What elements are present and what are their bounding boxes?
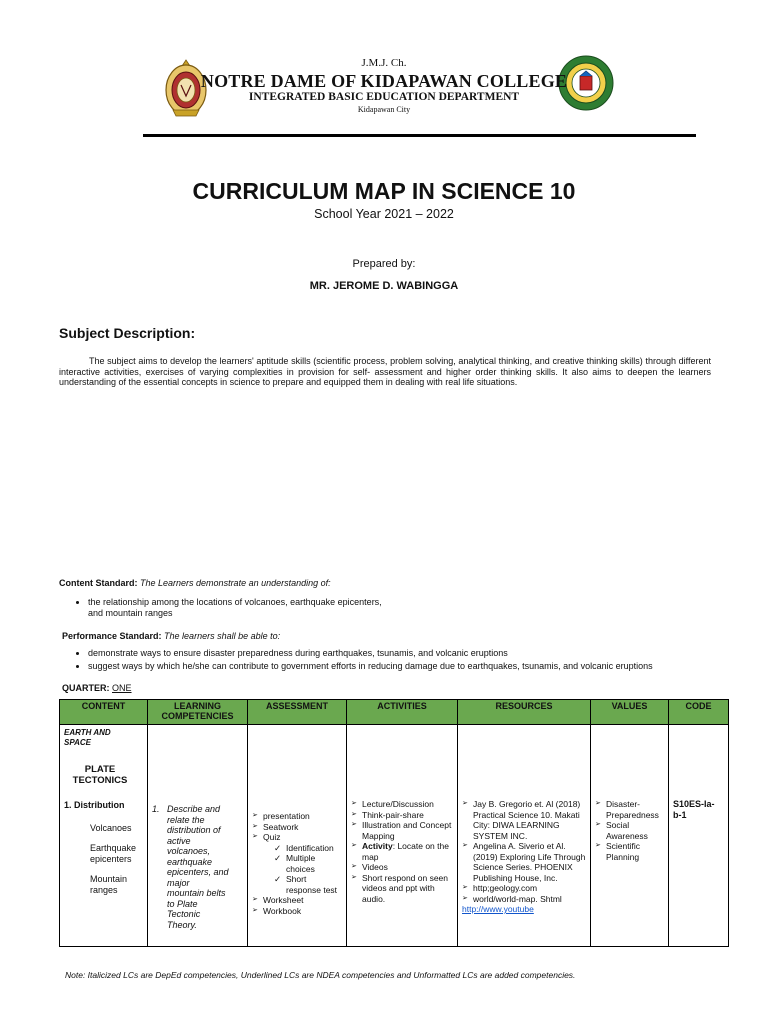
table-header-row xyxy=(60,700,729,725)
subject-description-heading: Subject Description: xyxy=(59,325,196,341)
quarter-label: QUARTER: xyxy=(62,683,110,693)
column-header: ACTIVITIES xyxy=(347,700,458,725)
content-standard-list xyxy=(59,597,728,619)
assessment-list xyxy=(252,811,342,843)
youtube-link[interactable]: http://www.youtube xyxy=(462,904,534,914)
content-subtopic: 1. Distribution xyxy=(64,800,125,810)
resources-cell xyxy=(458,725,591,947)
header-rule xyxy=(143,134,696,137)
column-header: LEARNING COMPETENCIES xyxy=(148,700,248,725)
list-item: Earthquake epicenters xyxy=(90,842,137,864)
list-item: • the relationship among the locations of volcanoes, earthquake epicenters, and mountain ranges xyxy=(88,597,388,619)
list-item: ➢ Worksheet xyxy=(252,895,342,906)
content-cell xyxy=(60,725,148,947)
competency-cell xyxy=(148,725,248,947)
column-header: CONTENT xyxy=(60,700,148,725)
column-header: VALUES xyxy=(591,700,669,725)
list-item: ➢ Seatwork xyxy=(252,822,342,833)
prepared-by-label: Prepared by: xyxy=(352,258,416,270)
list-item: ➢ presentation xyxy=(252,811,342,822)
quarter-value: ONE xyxy=(112,683,132,693)
list-item: ✓ Short response test xyxy=(274,874,342,895)
curriculum-table xyxy=(59,699,729,947)
list-item: ➢ Illustration and Concept Mapping xyxy=(351,820,453,841)
content-topic: PLATE TECTONICS xyxy=(72,764,128,786)
list-item: ➢ Lecture/Discussion xyxy=(351,799,453,810)
subject-description-text: The subject aims to develop the learners' aptitude skills (scientific process, problem solving, analytical thinking, and creative thinking skills) through different interactive activities, exercises of varying complexities in provision for self- assessment and higher order thinking skills. It also aims to deepen the learners understanding of the essential concepts in science to prepare and equipped them in dealing with real life situations. xyxy=(59,356,711,387)
activity-label: Activity xyxy=(362,841,393,851)
resources-list xyxy=(462,799,586,904)
values-list xyxy=(595,799,664,862)
list-item: ➢ Angelina A. Siverio et Al. (2019) Exploring Life Through Science Series. PHOENIX Publishing House, Inc. xyxy=(462,841,586,883)
column-header: ASSESSMENT xyxy=(248,700,347,725)
competency-number: 1. xyxy=(152,804,160,814)
list-item: ➢ Social Awareness xyxy=(595,820,664,841)
college-name: NOTRE DAME OF KIDAPAWAN COLLEGE xyxy=(200,71,568,91)
page-title: CURRICULUM MAP IN SCIENCE 10 xyxy=(192,178,576,204)
list-item: ➢ http;geology.com xyxy=(462,883,586,894)
quarter xyxy=(62,683,132,693)
content-standard-text: The Learners demonstrate an understanding of: xyxy=(140,578,331,588)
list-item: Mountain ranges xyxy=(90,873,128,895)
list-item: • suggest ways by which he/she can contribute to government efforts in reducing damage due to earthquakes, tsunamis, and volcanic eruptions xyxy=(88,660,768,673)
list-item: ➢ Short respond on seen videos and ppt with audio. xyxy=(351,873,453,905)
performance-standard-label: Performance Standard: xyxy=(62,631,162,641)
table-row xyxy=(60,725,729,947)
list-item: ✓ Multiple choices xyxy=(274,853,342,874)
list-item: ➢ Think-pair-share xyxy=(351,810,453,821)
competency-code: S10ES-Ia-b-1 xyxy=(673,799,715,820)
column-header: CODE xyxy=(669,700,729,725)
school-year: School Year 2021 – 2022 xyxy=(314,207,454,221)
column-header: RESOURCES xyxy=(458,700,591,725)
activities-cell xyxy=(347,725,458,947)
list-item: ➢ Disaster-Preparedness xyxy=(595,799,664,820)
footnote: Note: Italicized LCs are DepEd competencies, Underlined LCs are NDEA competencies and Unformatted LCs are added competencies. xyxy=(65,970,576,980)
content-standard xyxy=(59,578,331,588)
values-cell xyxy=(591,725,669,947)
code-cell xyxy=(669,725,729,947)
performance-standard xyxy=(62,631,280,641)
performance-standard-text: The learners shall be able to: xyxy=(164,631,281,641)
activity-text: : Locate on the map xyxy=(362,841,449,862)
assessment-list-after xyxy=(252,895,342,916)
list-item: ✓ Identification xyxy=(274,843,342,854)
list-item: • demonstrate ways to ensure disaster preparedness during earthquakes, tsunamis, and volcanic eruptions xyxy=(88,647,768,660)
prepared-by-name: MR. JEROME D. WABINGGA xyxy=(309,280,459,292)
city-name: Kidapawan City xyxy=(357,105,411,114)
list-item: ➢ world/world-map. Shtml xyxy=(462,894,586,905)
list-item: ➢ Quiz xyxy=(252,832,342,843)
list-item xyxy=(351,841,453,862)
activities-list xyxy=(351,799,453,904)
performance-standard-list xyxy=(59,647,768,673)
list-item: Volcanoes xyxy=(90,822,132,833)
competency-text: Describe and relate the distribution of active volcanoes, earthquake epicenters, and major mountain belts to Plate Tectonic Theory. xyxy=(167,804,229,930)
list-item: ➢ Workbook xyxy=(252,906,342,917)
content-domain: EARTH AND SPACE xyxy=(64,728,111,747)
quiz-types-list xyxy=(252,843,342,896)
assessment-cell xyxy=(248,725,347,947)
department-name: INTEGRATED BASIC EDUCATION DEPARTMENT xyxy=(248,91,520,103)
list-item: ➢ Jay B. Gregorio et. Al (2018) Practical Science 10. Makati City: DIWA LEARNING SYSTEM INC. xyxy=(462,799,586,841)
content-standard-label: Content Standard: xyxy=(59,578,138,588)
list-item: ➢ Videos xyxy=(351,862,453,873)
list-item: ➢ Scientific Planning xyxy=(595,841,664,862)
jmj-line: J.M.J. Ch. xyxy=(361,57,407,69)
